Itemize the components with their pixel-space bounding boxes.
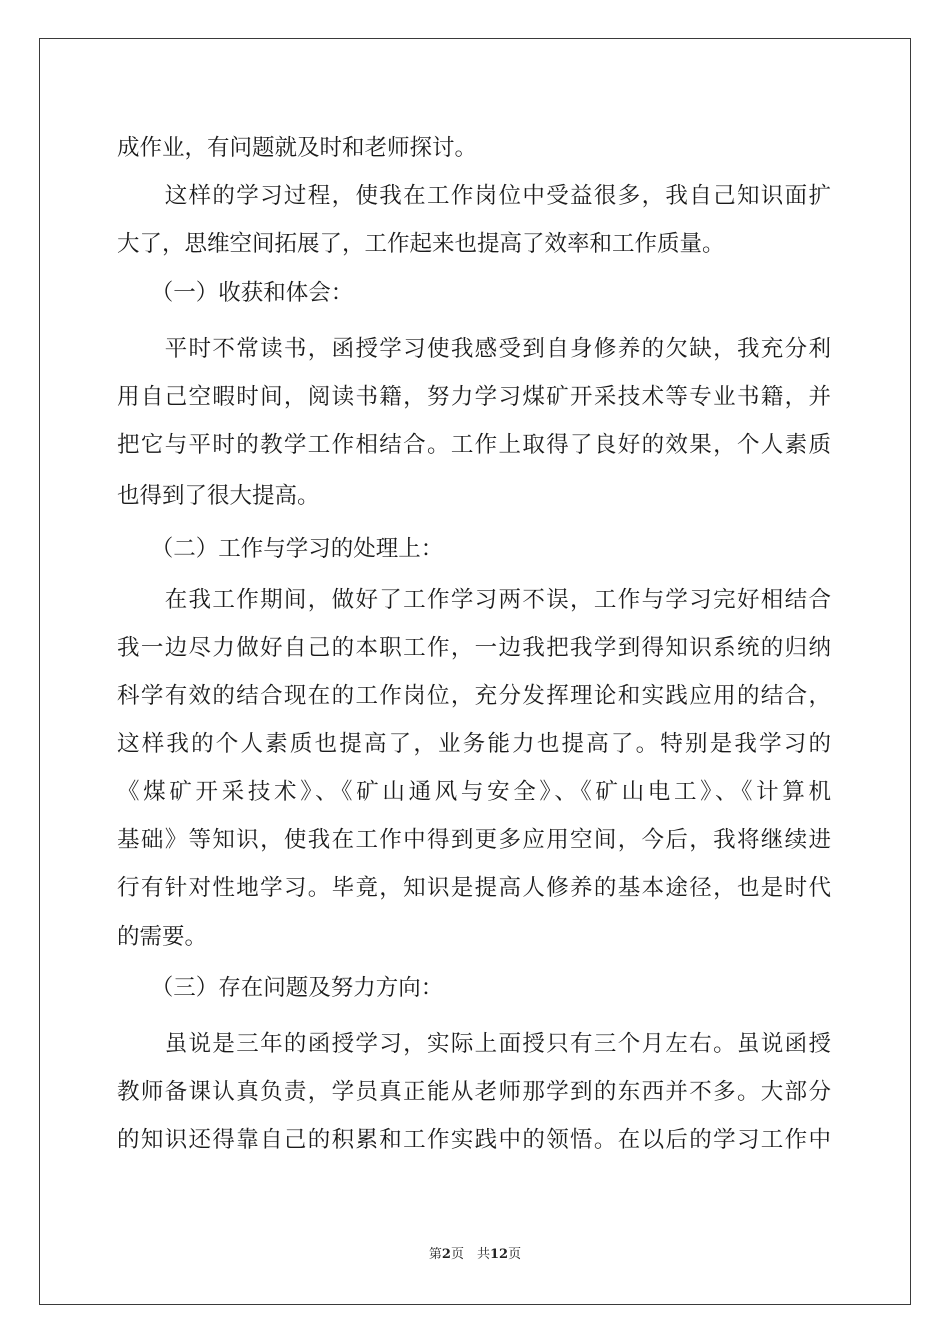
text-line: 也得到了很大提高。 xyxy=(117,483,320,509)
text-line: 大了，思维空间拓展了，工作起来也提高了效率和工作质量。 xyxy=(117,231,725,257)
footer-prefix: 第 xyxy=(428,1247,442,1262)
footer-suffix: 页 xyxy=(508,1247,522,1262)
section-heading: （三）存在问题及努力方向： xyxy=(117,975,444,1001)
text-line: 我一边尽力做好自己的本职工作，一边我把我学到得知识系统的归纳 xyxy=(117,635,831,661)
text-line: 基础》等知识，使我在工作中得到更多应用空间，今后，我将继续进 xyxy=(117,827,831,853)
text-line: 平时不常读书，函授学习使我感受到自身修养的欠缺，我充分利 xyxy=(117,336,831,362)
text-line: 把它与平时的教学工作相结合。工作上取得了良好的效果，个人素质 xyxy=(117,432,831,458)
text-line: 虽说是三年的函授学习，实际上面授只有三个月左右。虽说函授 xyxy=(117,1031,831,1057)
text-line: 《煤矿开采技术》、《矿山通风与安全》、《矿山电工》、《计算机 xyxy=(117,779,831,805)
text-line: 在我工作期间，做好了工作学习两不误，工作与学习完好相结合 xyxy=(117,587,831,613)
footer-mid: 页 共 xyxy=(450,1247,490,1262)
section-heading: （二）工作与学习的处理上： xyxy=(117,536,444,562)
page-footer xyxy=(0,1243,950,1262)
text-line: 这样我的个人素质也提高了，业务能力也提高了。特别是我学习的 xyxy=(117,731,831,757)
footer-page-number: 2 xyxy=(441,1247,451,1262)
text-line: 的知识还得靠自己的积累和工作实践中的领悟。在以后的学习工作中 xyxy=(117,1127,831,1153)
text-line: 成作业，有问题就及时和老师探讨。 xyxy=(117,135,478,161)
text-line: 的需要。 xyxy=(117,924,208,950)
footer-total-pages: 12 xyxy=(489,1247,509,1262)
text-line: 用自己空暇时间，阅读书籍，努力学习煤矿开采技术等专业书籍，并 xyxy=(117,384,831,410)
text-line: 这样的学习过程，使我在工作岗位中受益很多，我自己知识面扩 xyxy=(117,183,831,209)
text-line: 行有针对性地学习。毕竟，知识是提高人修养的基本途径，也是时代 xyxy=(117,875,831,901)
text-line: 科学有效的结合现在的工作岗位，充分发挥理论和实践应用的结合， xyxy=(117,683,831,709)
section-heading: （一）收获和体会： xyxy=(117,280,354,306)
text-line: 教师备课认真负责，学员真正能从老师那学到的东西并不多。大部分 xyxy=(117,1079,831,1105)
